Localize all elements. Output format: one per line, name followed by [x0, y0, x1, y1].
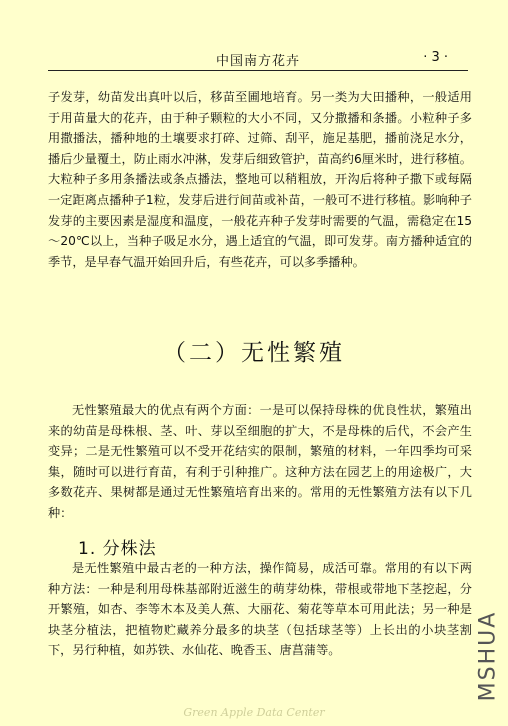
body-paragraph-3: 是无性繁殖中最古老的一种方法，操作简易，成活可靠。常用的有以下两种方法：一种是利用母株基部附近滋生的萌芽幼株，带根或带地下茎挖起，分开繁殖，如杏、李等木本及美人蕉、大丽花、菊花等草本可用此法；另一种是块茎分植法，把植物贮藏养分最多的块茎（包括球茎等）上长出的小块茎割下，另行种植，如苏铁、水仙花、晚香玉、唐菖蒲等。 — [48, 561, 472, 658]
page-number: · 3 · — [423, 50, 448, 65]
body-paragraph-1: 子发芽，幼苗发出真叶以后，移苗至圃地培育。另一类为大田播种，一般适用于用苗量大的花卉，由于种子颗粒的大小不同，又分撒播和条播。小粒种子多用撒播法，播种地的土壤要求打碎、过筛、刮平，施足基肥，播前浇足水分，播后少量覆土，防止雨水冲淋，发芽后细致管护，苗高约6厘米时，进行移植。大粒种子多用条播法或条点播法，整地可以稍粗放，开沟后将种子撒下或每隔一定距离点播种子1粒，发芽后进行间苗或补苗，一般可不进行移植。影响种子发芽的主要因素是湿度和温度，一般花卉种子发芽时需要的气温，需稳定在15～20℃以上，当种子吸足水分，遇上适宜的气温，即可发芽。南方播种适宜的季节，是早春气温开始回升后，有些花卉，可以多季播种。 — [48, 90, 472, 269]
header-title: 中国南方花卉 — [216, 54, 301, 69]
section-title: （二）无性繁殖 — [163, 340, 345, 366]
side-watermark — [476, 600, 500, 712]
subsection-heading: 1. 分株法 — [78, 539, 157, 559]
watermark-text: MSHUA — [475, 610, 501, 702]
running-header — [48, 48, 468, 71]
body-paragraph-2: 无性繁殖最大的优点有两个方面：一是可以保持母株的优良性状，繁殖出来的幼苗是母株根、茎、叶、芽以至细胞的扩大，不是母株的后代，不会产生变异；二是无性繁殖可以不受开花结实的限制，繁殖的材料，一年四季均可采集，随时可以进行育苗，有利于引种推广。这种方法在园艺上的用途极广，大多数花卉、果树都是通过无性繁殖培育出来的。常用的无性繁殖方法有以下几种： — [48, 403, 472, 520]
footer-watermark: Green Apple Data Center — [183, 706, 325, 719]
